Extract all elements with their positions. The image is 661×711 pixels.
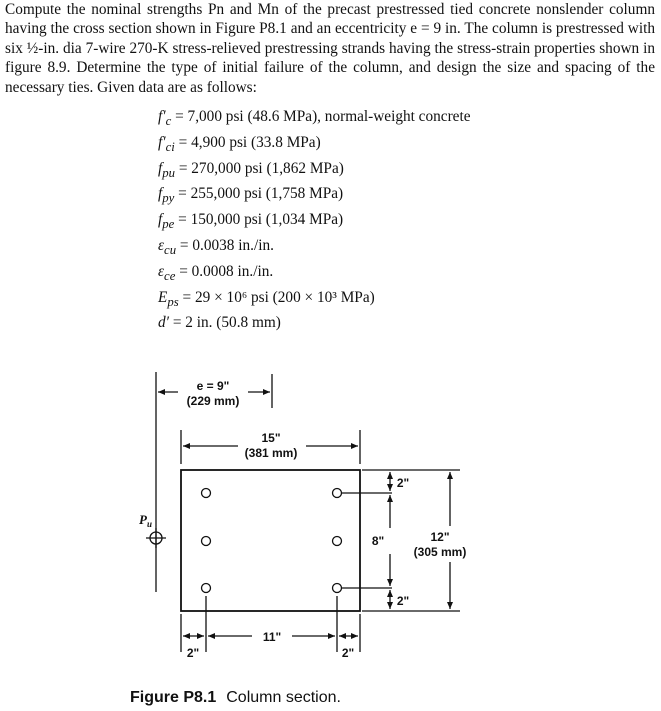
strand: [202, 489, 211, 498]
given-fci: $f'_{ci} = 4,900$ psi (33.8 MPa): [158, 133, 321, 154]
ecc-mm-label: (229 mm): [186, 394, 240, 408]
ecc-label: e = 9": [196, 379, 230, 393]
cover-top-label: 2": [396, 476, 410, 490]
given-fpu: $f_{pu} = 270,000$ psi (1,862 MPa): [158, 159, 344, 180]
given-fc: $f'_c = 7,000$ psi (48.6 MPa), normal-weight concrete: [158, 108, 471, 129]
cover-bottom-label: 2": [396, 594, 410, 608]
cover-right-label: 2": [341, 646, 355, 660]
width-mm-label: (381 mm): [244, 446, 298, 460]
given-d-prime: d′ = 2 in. (50.8 mm): [158, 314, 281, 332]
caption-text: Column section.: [226, 689, 341, 706]
spacing-v-label: 8": [371, 534, 385, 548]
given-eps: $E_{ps} = 29 \times 10^6$ psi (200 × 10³ MPa): [158, 288, 375, 309]
spacing-h-label: 11": [262, 630, 282, 644]
strand: [333, 537, 342, 546]
caption-label: Figure P8.1: [130, 689, 217, 706]
load-label: $P_u$: [139, 512, 152, 529]
given-ece: $\varepsilon_{ce} = 0.0008$ in./in.: [158, 262, 274, 283]
strand: [202, 537, 211, 546]
depth-mm-label: (305 mm): [413, 545, 467, 559]
strand: [333, 584, 342, 593]
given-ecu: $\varepsilon_{cu} = 0.0038$ in./in.: [158, 236, 274, 258]
strand: [202, 584, 211, 593]
cover-left-label: 2": [186, 646, 200, 660]
given-fpe: $f_{pe} = 150,000$ psi (1,034 MPa): [158, 211, 344, 232]
depth-label: 12": [430, 530, 450, 544]
problem-text: Compute the nominal strengths Pn and Mn of the precast prestressed tied concrete nonslender column having the cross section shown in Figure P8.1 and an eccentricity e = 9 in. The column is prestressed with six ½-in. dia 7-wire 270-K stress-relieved prestressing strands having the stress-strain properties shown in figure 8.9. Determine the type of initial failure of the column, and design the size and spacing of the necessary ties. Given data are as follows:: [5, 1, 655, 96]
given-fpy: $f_{py} = 255,000$ psi (1,758 MPa): [158, 185, 344, 206]
figure-caption: [130, 689, 341, 707]
strand: [333, 489, 342, 498]
width-label: 15": [261, 431, 281, 445]
